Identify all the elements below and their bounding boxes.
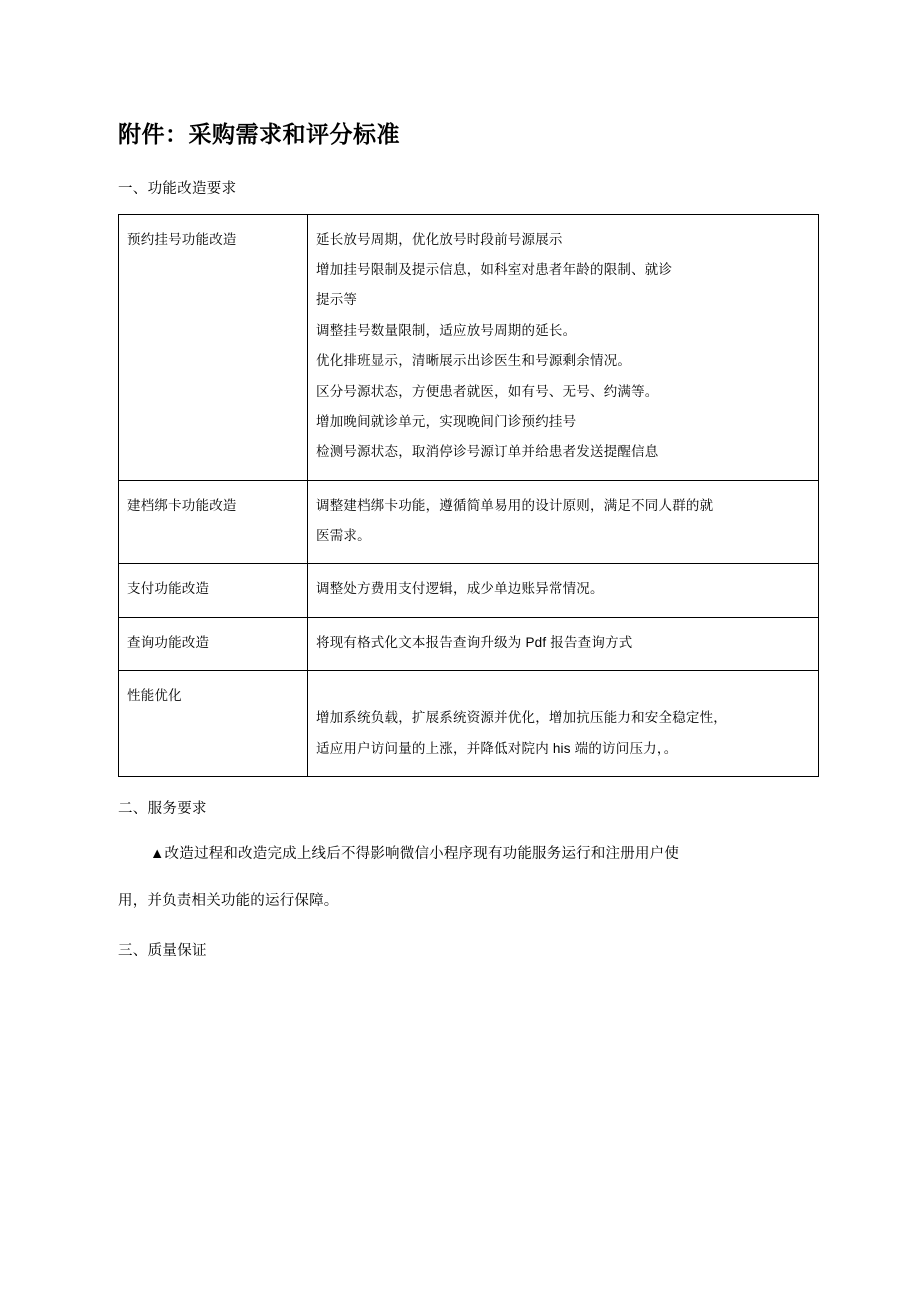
table-row [119,214,819,480]
list-item: 增加挂号限制及提示信息，如科室对患者年龄的限制、就诊 [316,262,673,278]
table-row [119,480,819,564]
row-content-appointment-registration [308,214,819,480]
row-content-query [308,617,819,670]
list-item: 检测号源状态，取消停诊号源订单并给患者发送提醒信息 [316,444,659,460]
row-content-payment [308,564,819,617]
section-heading-service-requirements: 二、服务要求 [118,800,207,817]
row-label-appointment-registration: 预约挂号功能改造 [119,214,308,480]
table-row [119,671,819,777]
list-item: 医需求。 [316,528,371,544]
table-row [119,564,819,617]
list-item: 将现有格式化文本报告查询升级为 Pdf 报告查询方式 [316,634,633,650]
service-requirements-paragraph-line1: ▲改造过程和改造完成上线后不得影响微信小程序现有功能服务运行和注册用户使 [150,845,680,862]
list-item: 提示等 [316,292,358,308]
list-item: 区分号源状态，方便患者就医，如有号、无号、约满等。 [316,383,659,399]
service-requirements-paragraph-line2: 用，并负责相关功能的运行保障。 [118,893,339,910]
row-label-record-card-binding: 建档绑卡功能改造 [119,480,308,564]
requirements-table [118,214,819,777]
section-heading-functional-requirements: 一、功能改造要求 [118,181,237,198]
row-content-record-card-binding [308,480,819,564]
spacer [316,681,810,703]
row-label-performance: 性能优化 [119,671,308,777]
list-item: 增加晚间就诊单元，实现晚间门诊预约挂号 [316,413,577,429]
row-label-payment: 支付功能改造 [119,564,308,617]
list-item: 延长放号周期，优化放号时段前号源展示 [316,231,563,247]
row-label-query: 查询功能改造 [119,617,308,670]
list-item: 适应用户访问量的上涨，并降低对院内 his 端的访问压力，。 [316,740,678,756]
list-item: 增加系统负载，扩展系统资源并优化，增加抗压能力和安全稳定性， [316,710,727,726]
table-row [119,617,819,670]
list-item: 调整挂号数量限制，适应放号周期的延长。 [316,322,577,338]
row-content-performance [308,671,819,777]
list-item: 调整建档绑卡功能，遵循简单易用的设计原则，满足不同人群的就 [316,497,714,513]
list-item: 调整处方费用支付逻辑，成少单边账异常情况。 [316,581,604,597]
page-title: 附件：采购需求和评分标准 [118,121,400,147]
list-item: 优化排班显示，清晰展示出诊医生和号源剩余情况。 [316,353,632,369]
section-heading-quality-assurance: 三、质量保证 [118,942,207,959]
